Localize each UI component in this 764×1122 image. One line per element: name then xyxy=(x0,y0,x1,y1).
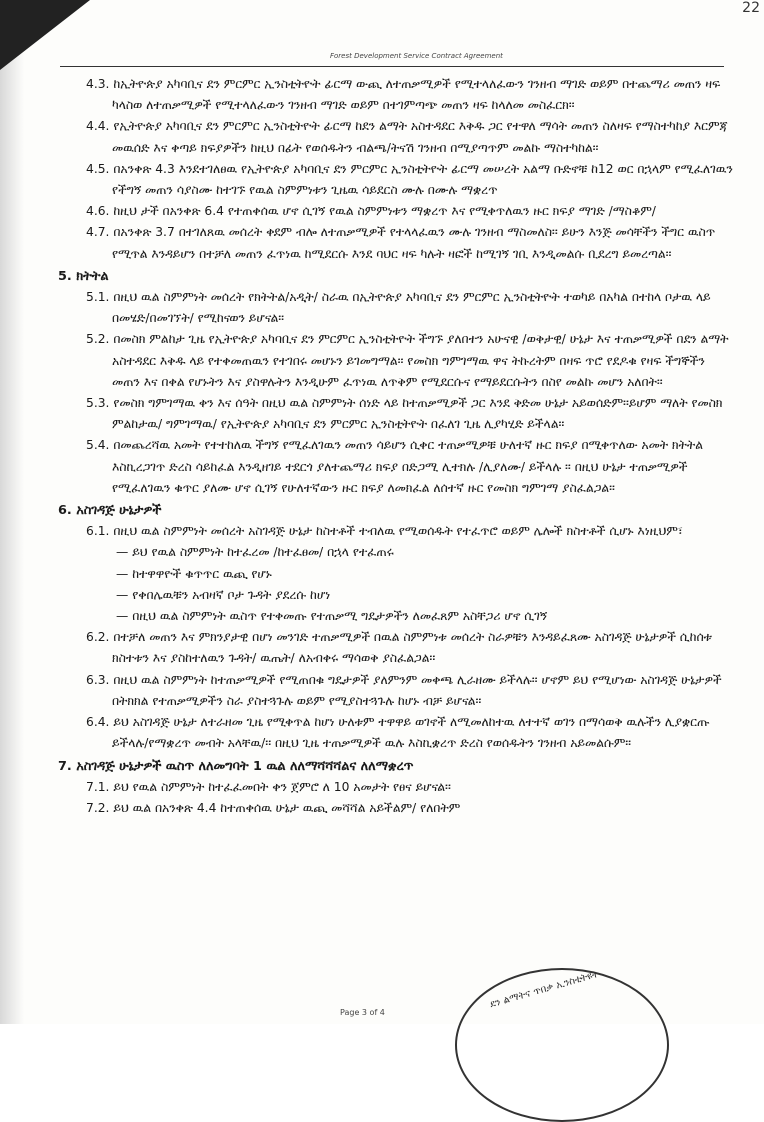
section-number: 6. xyxy=(58,503,77,519)
header-rule xyxy=(60,66,724,67)
clause-number: 7.2. xyxy=(86,800,114,815)
clause-text: የመስክ ግምገማዉ ቀን እና ሰዓት በዚህ ዉል ስምምነት ሰነድ ላይ ከተጠቃሚዎች ጋር እንደ ቅድመ ሁኔታ አይወሰድም፡፡ይሆም ማለት የመስክ ምልከታዉ/ ግምገማዉ/ የኢትዮጵያ አካባቢና ደን ምርምር ኢንስቲትዮት በፈለገ ጊዜ ሊያካሂድ ይችላል፡፡ xyxy=(112,396,723,432)
clause-text: በመስክ ምልከታ ጊዜ የኢትዮጵያ አካባቢና ደን ምርምር ኢንስቲትዮት ችግኙ ያለበተን አሁናዊ /ወቅታዊ/ ሁኔታ እና ተጠቃሚዎች በደን ልማት አስተዳደር እቅዱ ላይ የተቀመጠዉን የተገበሩ መሆኑን ይገመግማል፡፡ የመስክ ግምገማዉ ዋና ትኩረትም በዛፍ ጥሮ የደዶቁ የዛፍ ችግኞችን መጠን እና በቀል የሆኑትን እና ያስዋሉትን እንዲሁም ፈጥነዉ ለጥቅም የሚደርሱና የማይደርሱትን በስየ መልኩ መሆን አለበት፡፡ xyxy=(112,332,729,389)
clause-text: በመጨረሻዉ አመት የተተከለዉ ችግኝ የሚፈለገዉን መጠን ሳይሆን ሲቀር ተጠቃሚዎቹ ሁለተኛ ዙር ክፍያ በሚቀጥለው አመት ክትትል እስኪረጋገጥ ድረስ ሳይከፈል እንዲዘገይ ተደርጎ ያለተጨማሪ ክፍያ በድጋሚ ሊተክሉ /ሊያለሙ/ ይችላሉ ፡፡ በዚህ ሁኔታ ተጠቃሚዎች የሚፈለገዉን ቁጥር ያለሙ ሆኖ ሲገኝ የሁለተኛውን ዙር ክፍያ ለመክፈል ለሰተኛ ዙር የመስክ ግምገማ ያስፈልጋል፡፡ xyxy=(112,438,703,495)
clause-number: 5.2. xyxy=(86,332,114,347)
clause-item xyxy=(86,393,734,435)
folded-corner xyxy=(0,0,90,70)
clause-item xyxy=(86,329,734,393)
stamp-lettering: ደን ልማትና ጥበቃ ኢንስቲትዩት xyxy=(488,968,601,1011)
page-footer: Page 3 of 4 xyxy=(340,1008,385,1017)
document-body xyxy=(58,74,734,819)
clause-item xyxy=(86,521,734,542)
condition-bullet: — የቀበሌዉቹን አብዛኛ ቦታ ጉዳት ያደረሱ ከሆነ xyxy=(116,587,331,602)
clause-text: ይህ ዉል በአንቀጽ 4.4 ከተጠቀሰዉ ሁኔታ ዉጪ መሻሻል አይችልም/ የለበትም xyxy=(113,800,461,815)
clause-item xyxy=(86,201,734,222)
section-title: አስገዳጅ ሁኔታዎች ዉስጥ ለለመግባት 1 ዉል ለለማሻሻሻልና ለለማቋረጥ xyxy=(76,758,414,774)
clause-text: ከዚህ ታች በአንቀጽ 6.4 የተጠቀሰዉ ሆኖ ሲገኝ የዉል ስምምነቱን ማቋረጥ እና የሚቀጥለዉን ዙር ክፍያ ማገድ /ማስቆም/ xyxy=(113,204,656,219)
clause-number: 6.2. xyxy=(86,630,114,645)
clause-item xyxy=(86,777,734,798)
clause-number: 6.3. xyxy=(86,672,114,687)
clause-item xyxy=(86,670,734,712)
section-heading xyxy=(58,756,734,777)
section-number: 5. xyxy=(58,268,77,284)
clause-item xyxy=(86,74,734,116)
clause-text: የኢትዮጵያ አካባቢና ደን ምርምር ኢንስቲትዮት ፊርማ ከደን ልማት አስተዳደር እቅዱ ጋር የተዋለ ማሳት መጠን ስለዛፍ የማስተካከያ እርምጃ መዉሰድ እና ቀጣይ ክፍያዎችን ከዚህ በፊት የወሰዱትን ብልጫ/ትናሽ ገንዘብ በሚያጣጥም መልኩ ማስተካከል፡፡ xyxy=(112,119,728,155)
page-number: 22 xyxy=(742,0,760,16)
clause-item xyxy=(86,627,734,669)
clause-text: ይህ የዉል ስምምነት ከተፈፈመበት ቀን ጀምሮ ለ 10 አመታት የፀና ይሆናል፡፡ xyxy=(113,779,451,794)
clause-number: 6.1. xyxy=(86,524,114,539)
clause-item xyxy=(86,222,734,264)
clause-item xyxy=(86,712,734,754)
section-heading xyxy=(58,266,734,287)
clause-number: 4.3. xyxy=(86,77,114,91)
clause-text: ከኢትዮጵያ አካባቢና ደን ምርምር ኢንስቲትዮት ፊርማ ውጪ ለተጠቃሚዎች የሚተላለፈውን ገንዘብ ማገድ ወይም በተጨማሪ መጠን ዛፍ ካላስወ ለተጠቃሚዎች የሚተላለፈውን ገንዘብ ማገድ ወይም በተገምጣጭ መጠን ዛፍ ከላለመ መስፈርክ፡፡ xyxy=(112,77,721,113)
condition-bullet: — በዚህ ዉል ስምምነት ዉስጥ የተቀመጡ የተጠቃሚ ግዴታዎችን ለመፈጸም አስቸጋሪ ሆኖ ሲገኝ xyxy=(116,609,548,624)
clause-item xyxy=(86,798,734,819)
clause-number: 4.5. xyxy=(86,161,114,176)
clause-number: 5.4. xyxy=(86,438,114,453)
clause-text: በዚህ ዉል ስምምነት መሰረት የክትትል/አዲት/ ስራዉ በኢትዮጵያ አካባቢና ደን ምርምር ኢንስቲትዮት ተወካይ በአካል በተከላ ቦታዉ ላይ በመሄድ/በመገኘት/ የሚከናወን ይሆናል፡፡ xyxy=(112,290,711,326)
clause-text: በአንቀጽ 3.7 በተገለጸዉ መሰረት ቀደም ብሎ ለተጠቃሚዎች የተላላፈዉን ሙሉ ገንዘብ ማስመለስ፡፡ ይሁን እንጅ መሳቸችን ችግር ዉስጥ የሚጥል እንዳይሆን በተቻለ መጠን ፈጥነዉ ከሚደርሱ እንደ ባህር ዛፍ ካሉት ዛፎች ከሚገኝ ገቢ እንዲመልሱ ቢደረግ ይመረጣል፡፡ xyxy=(112,225,716,261)
section-heading xyxy=(58,500,734,521)
running-header: Forest Development Service Contract Agreement xyxy=(330,52,503,60)
clause-item xyxy=(86,435,734,499)
clause-number: 4.6. xyxy=(86,204,114,219)
clause-number: 7.1. xyxy=(86,779,114,794)
section-number: 7. xyxy=(58,758,77,774)
clause-item xyxy=(86,159,734,201)
clause-text: በዚህ ዉል ስምምነት ከተጠቃሚዎች የሚጠበቁ ግዴታዎች ያለምንም መቀጫ ሊራዘሙ ይችላሉ፡፡ ሆኖም ይህ የሚሆነው አስገዳጅ ሁኔታዎች በትክክል የተጠቃሚዎችን ስራ ያስተጓጉሉ ወይም የሚያስተጓጉሉ ከሆኑ ብቻ ይሆናል፡፡ xyxy=(112,672,722,708)
official-stamp xyxy=(455,968,669,1122)
clause-item xyxy=(86,116,734,158)
section-title: አስገዳጅ ሁኔታዎች xyxy=(76,503,162,519)
clause-number: 4.4. xyxy=(86,119,114,134)
clause-text: በተቻለ መጠን እና ምክንያታዊ በሆነ መንገድ ተጠቃሚዎች በዉል ስምምነቱ መሰረት ስራዎቹን እንዳይፈጸሙ አስገዳጅ ሁኔታዎች ሲከሰቱ ክስተቱን እና ያስከተለዉን ጉዳት/ ዉጤት/ ለአብቀሩ ማሳወቅ ያስፈልጋል፡፡ xyxy=(112,630,712,666)
clause-number: 6.4. xyxy=(86,715,114,730)
section-title: ክትትል xyxy=(76,268,109,284)
clause-number: 5.3. xyxy=(86,396,114,411)
clause-text: ይህ አስገዳጅ ሁኔታ ለተራዘመ ጊዜ የሚቀጥል ከሆነ ሁለቱም ተዋዋይ ወገኖች ለሚመለከተዉ ለተተኛ ወገን በማሳወቅ ዉሉችን ሊያቋርጡ ይችላሉ/የማቋረጥ መብት አላቸዉ/፡፡ በዚህ ጊዜ ተጠቃሚዎች ዉሉ እስኪቋረጥ ድረስ የወሰዱትን ገንዘብ አይመልሱም፡፡ xyxy=(112,715,710,751)
clause-item xyxy=(86,287,734,329)
scan-edge-shadow xyxy=(0,0,24,1024)
clause-text: በአንቀጽ 4.3 እንደተገለፀዉ የኢትዮጵያ አካባቢና ደን ምርምር ኢንስቲትዮት ፊርማ መሠረት አልማ ቡድኖቹ ከ12 ወር በኋላም የሚፈለገዉን የችግኝ መጠን ሳያስሙ ከተገኙ የዉል ስምምነቱን ጊዜዉ ሳይደርስ ሙሉ በሙሉ ማቋረጥ xyxy=(112,161,733,198)
clause-number: 4.7. xyxy=(86,225,114,240)
clause-number: 5.1. xyxy=(86,290,114,305)
condition-bullet: — ከተዋዋዮች ቁጥጥር ዉጪ የሆኑ xyxy=(116,566,272,581)
clause-text: በዚህ ዉል ስምምነት መሰረት አስገዳጅ ሁኔታ ከስተቶች ተብለዉ የሚወሰዱት የተፈጥሮ ወይም ሌሎች ክስተቶች ሲሆኑ እነዚህም፣ xyxy=(113,524,683,539)
condition-bullet: — ይህ የዉል ስምምነት ከተፈረመ /ከተፈፀመ/ በኋላ የተፈጠሩ xyxy=(116,545,394,560)
